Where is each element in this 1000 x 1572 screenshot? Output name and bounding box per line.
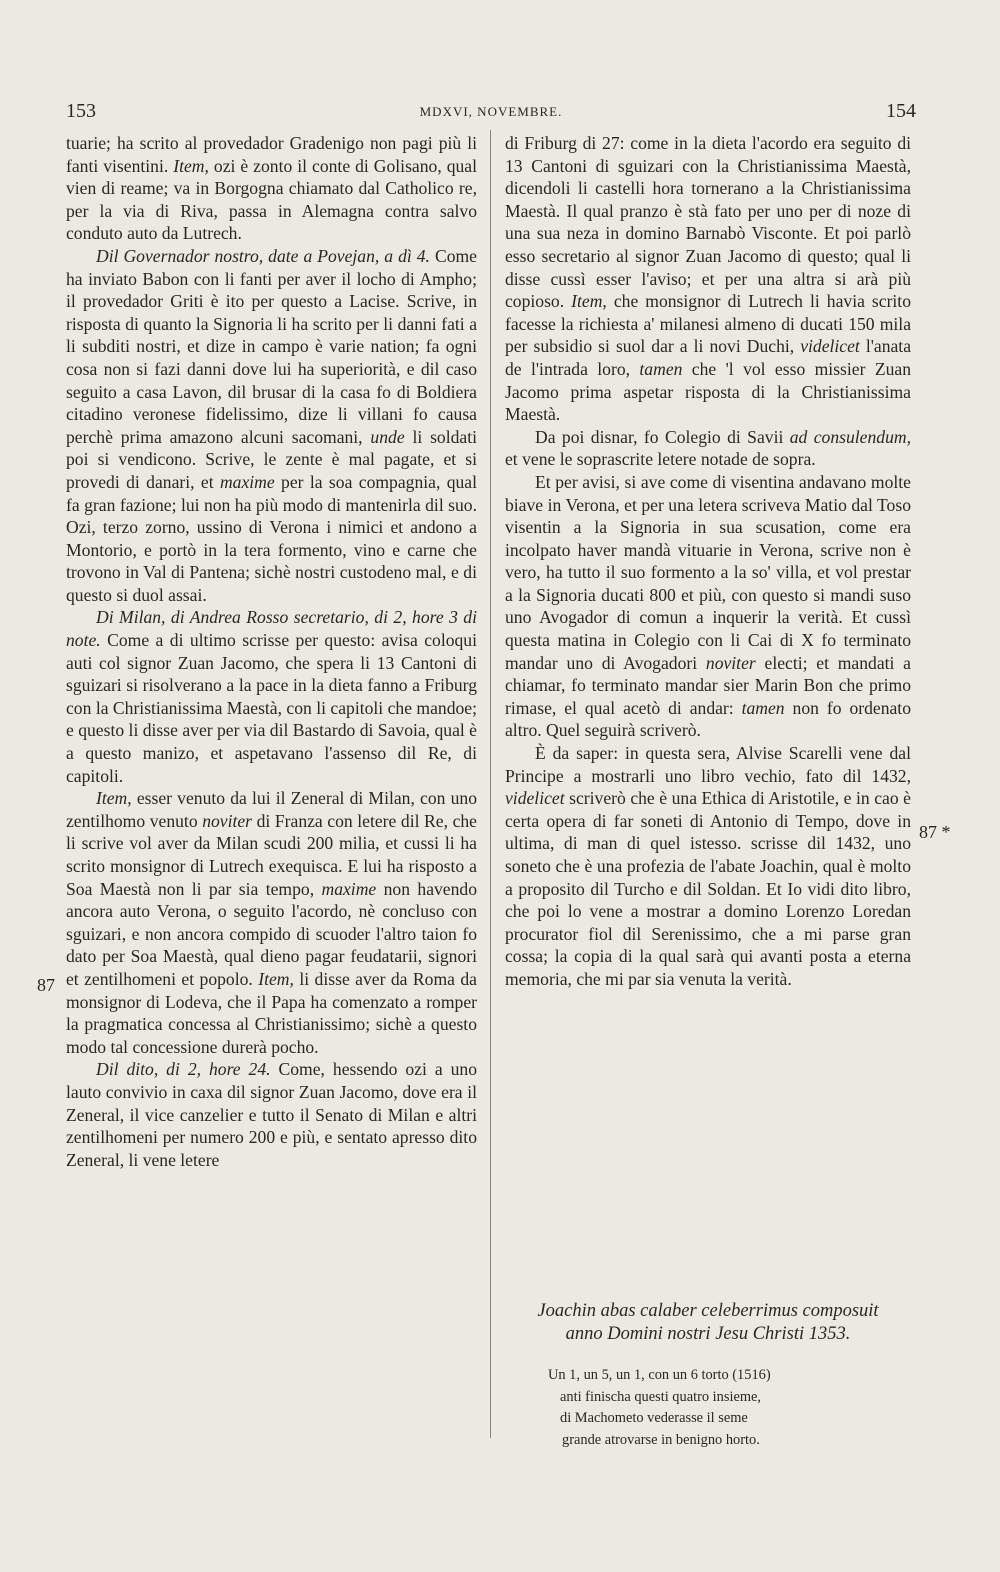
column-divider (490, 130, 491, 1438)
page-number-left: 153 (66, 100, 96, 122)
italic-text: tamen (741, 697, 785, 718)
paragraph (505, 132, 911, 426)
text-run: scriverò che è una Ethica di Aristotile, e in cao è certa opera di far soneti di Antonio di Tempo, dove in ultima, di man di quel istesso. scrisse dil 1432, uno soneto che è una profezia de l'abate Joachin, qual è molto a proposito dil Turcho e dil Soldan. Et Io vidi dito libro, che poi lo vene a mostrar a domino Lorenzo Loredan procurator fiol dil Serenissimo, che a mi parse gran cossa; la copia di la qual sarà qui avanti posta a eterna memoria, che mi par sia venuta la verità. (505, 788, 911, 989)
paragraph (66, 787, 477, 1058)
italic-text: Di Milan, di Andrea Rosso secretario, di 2, hore 3 di note. (66, 607, 477, 651)
left-column (66, 132, 477, 1171)
paragraph (505, 471, 911, 742)
poem-line: anti finischa questi quatro insieme, (560, 1388, 762, 1405)
poem-line: Un 1, un 5, un 1, con un 6 torto (1516) (548, 1367, 771, 1383)
paragraph (66, 606, 477, 787)
page-header (66, 100, 916, 124)
text-run: ozi è zonto il conte di Golisano, qual vien di reame; va in Borgogna chiamato dal Catholico re, per la via di Riva, passa in Alemagna contra salvo conduto auto da Lutrech. (66, 155, 478, 244)
italic-text: unde (370, 426, 405, 447)
italic-text: Dil Governador nostro, date a Povejan, a dì 4. (96, 245, 430, 266)
margin-note-right: 87 * (919, 822, 951, 842)
italic-text: noviter (705, 652, 756, 673)
text-run: non havendo ancora auto Verona, o seguito l'acordo, nè concluso con sguizari, e non ancora compido di scuoder l'altro taion fo dato per Soa Maestà, qual dieno pagar feudatarii, signori et zentilhomeni et popolo. (66, 878, 477, 989)
text-run: È da saper: in questa sera, Alvise Scarelli vene dal Principe a mostrarli uno libro vechio, fato dil 1432, (505, 743, 911, 786)
italic-text: Item, (96, 788, 132, 809)
italic-text: maxime (219, 471, 275, 492)
italic-text: Item, (258, 968, 294, 989)
italic-text: ad consulendum, (789, 426, 911, 447)
epigraph (505, 1300, 911, 1346)
page-number-right: 154 (886, 100, 916, 122)
text-run: che monsignor di Lutrech li havia scrito facesse la richiesta a' milanesi almeno di ducati 150 mila per subsidio si suol dar a li novi Duchi, (505, 291, 911, 357)
text-run: non fo ordenato altro. Quel seguirà scriverò. (505, 697, 911, 741)
running-title: MDXVI, NOVEMBRE. (419, 104, 563, 119)
right-column (505, 132, 911, 991)
paragraph (66, 132, 477, 245)
italic-text: maxime (321, 878, 377, 899)
poem-line: grande atrovarse in benigno horto. (562, 1431, 760, 1448)
paragraph (505, 742, 911, 991)
italic-text: Item, (173, 155, 209, 176)
text-run: che 'l vol esso missier Zuan Jacomo prima aspetar risposta di la Christianissima Maestà. (505, 358, 911, 425)
text-run: l'anata de l'intrada loro, (505, 336, 911, 379)
text-run: li soldati poi si vendicono. Scrive, le zente è mal pagate, et si provedi di danari, et (66, 426, 477, 492)
epigraph-line: Joachin abas calaber celeberrimus composuit (537, 1301, 879, 1321)
text-run: esser venuto da lui il Zeneral di Milan, con uno zentilhomo venuto (66, 788, 477, 831)
text-run: Et per avisi, si ave come di visentina andavano molte biave in Verona, et per una letera scriveva Matio dal Toso visentin a la Signoria in sua scusation, come era incolpato haver mandà vituarie in Verona, scrive non è vero, ha tutto il suo formento a la so' villa, et vol prestar a la Signoria ducati 800 et più, con questo si mandi suso uno Avogador di comun a inquerir la verità. Et cussì questa matina in Colegio con li Cai di X fo terminato mandar uno di Avogadori (505, 471, 911, 673)
italic-text: videlicet (800, 336, 860, 357)
epigraph-line: anno Domini nostri Jesu Christi 1353. (565, 1324, 851, 1344)
text-run: Da poi disnar, fo Colegio di Savii (535, 426, 790, 447)
text-run: li disse aver da Roma da monsignor di Lodeva, che il Papa ha comenzato a romper la pragmatica concessa al Christianissimo; sichè a questo modo tal concessione durerà pocho. (66, 968, 477, 1057)
text-run: Come, hessendo ozi a uno lauto convivio in caxa dil signor Zuan Jacomo, dove era il Zeneral, il vice canzelier e tutto il Senato di Milan e altri zentilhomeni per numero 200 e più, e sentato apresso dito Zeneral, li vene letere (66, 1059, 478, 1170)
paragraph (66, 1058, 477, 1171)
italic-text: tamen (639, 358, 683, 379)
paragraph (505, 426, 911, 471)
text-run: per la soa compagnia, qual fa gran fazione; lui non ha più modo di mantenirla dil suo. Ozi, terzo zorno, ussino di Verona i nimici et andono a Montorio, e portò in la tera formento, vino e carne che trovono in Val di Pantena; sichè nostri custodeno mal, e di questo si duol assai. (66, 471, 477, 605)
italic-text: videlicet (505, 788, 565, 809)
paragraph (66, 245, 477, 607)
poem-line: di Machometo vederasse il seme (560, 1410, 748, 1426)
text-run: electi; et mandati a chiamar, fo terminato mandar sier Marin Bon che primo rimase, el qual acetò di andar: (505, 652, 911, 718)
text-run: Come a di ultimo scrisse per questo: avisa coloqui auti col signor Zuan Jacomo, che spera li 13 Cantoni di sguizari si risolverano a la pace in la dieta fanno a Friburg con la Christianissima Maestà, con li capitoli che mandoe; e questo li disse aver per via dil Bastardo di Savoia, qual è a questo manizo, et aspetavano l'assenso dil Re, di capitoli. (66, 630, 477, 786)
italic-text: Item, (571, 291, 607, 312)
text-run: di Franza con letere dil Re, che li scrive vol aver da Milan scudi 200 milia, et cussi li ha scrito monsignor di Lutrech exequisca. E lui ha risposto a Soa Maestà non li par sia tempo, (66, 810, 477, 899)
text-run: di Friburg di 27: come in la dieta l'acordo era seguito di 13 Cantoni di sguizari con la Christianissima Maestà, dicendoli li castelli hora tornerano a la Christianissima Maestà. Il qual pranzo è stà fato per uno per di noze di una sua neza in domino Barnabò Visconte. Et poi parlò esso secretario al signor Zuan Jacomo di questo; qual li disse cussì esser l'aviso; et per una altra si arà più copioso. (505, 133, 911, 312)
prophecy-poem (548, 1365, 878, 1451)
text-run: et vene le soprascrite letere notade de sopra. (505, 449, 816, 470)
italic-text: noviter (202, 810, 253, 831)
margin-note-left: 87 (37, 975, 55, 995)
italic-text: Dil dito, di 2, hore 24. (96, 1059, 271, 1080)
text-run: Come ha inviato Babon con li fanti per aver il locho di Ampho; il provedador Griti è ito per questo a Lacise. Scrive, in risposta di quanto la Signoria li ha scrito per li danni fati a li subditi nostri, et dize in campo è varie nation; fa ogni cosa non si fazi danni dove lui ha superiorità, e dil caso seguito a casa Lavon, dil brusar di la casa fo di Boldiera citadino veronese fidelissimo, dize li villani fo causa perchè prima amazono alcuni sacomani, (66, 245, 477, 447)
text-run: tuarie; ha scrito al provedador Gradenigo non pagi più li fanti visentini. (66, 133, 477, 176)
